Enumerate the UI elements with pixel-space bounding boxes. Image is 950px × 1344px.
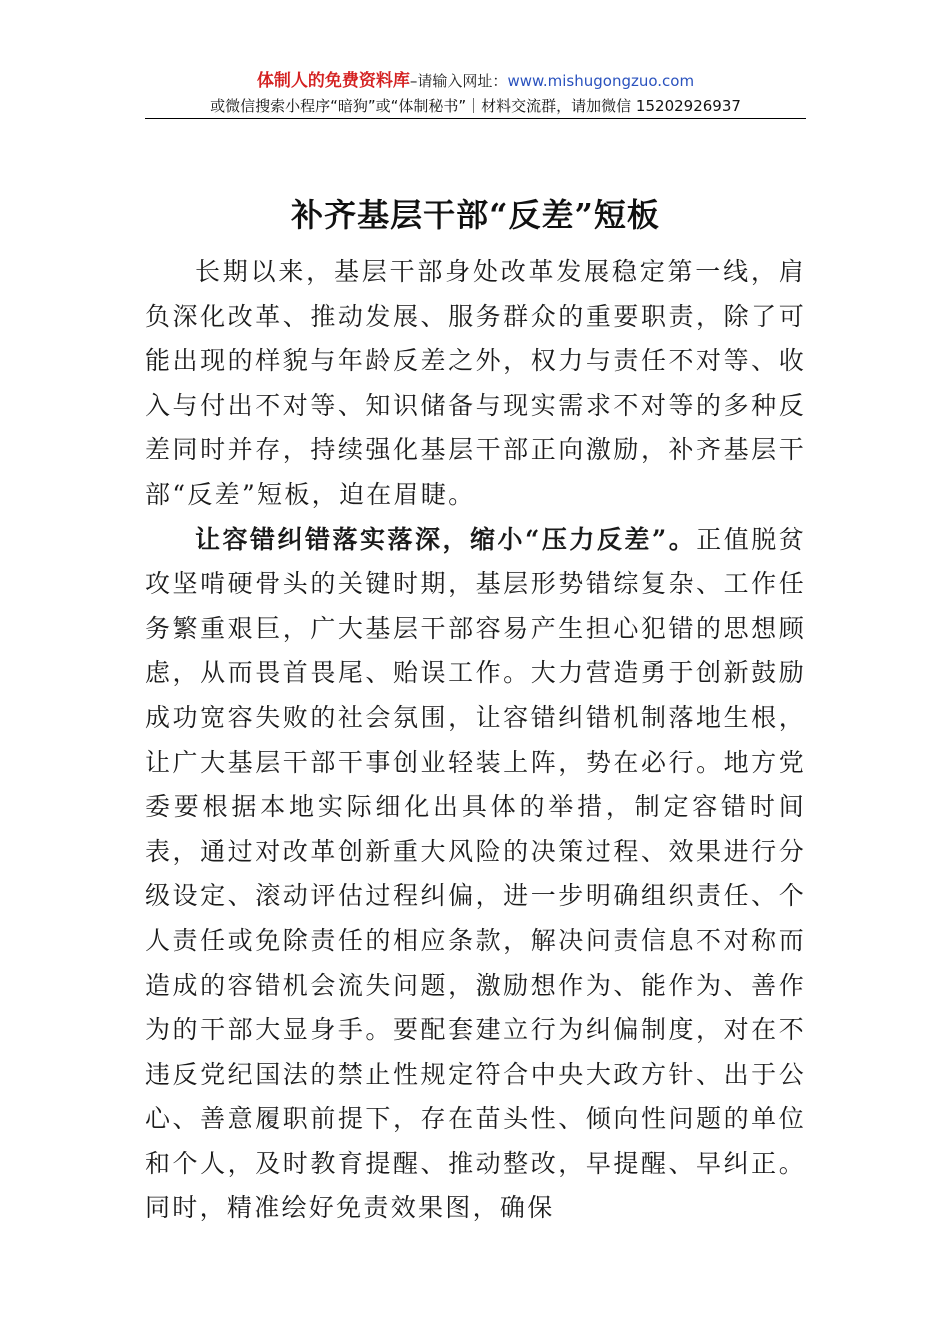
header-divider [145, 118, 806, 119]
page-header [145, 68, 806, 118]
document-title: 补齐基层干部“反差”短板 [291, 196, 660, 235]
document-body [145, 250, 806, 1231]
paragraph-tolerance [145, 518, 806, 1232]
paragraph-tolerance-body: 正值脱贫攻坚啃硬骨头的关键时期，基层形势错综复杂、工作任务繁重艰巨，广大基层干部容易产生担心犯错的思想顾虑，从而畏首畏尾、贻误工作。大力营造勇于创新鼓励成功宽容失败的社会氛围，让容错纠错机制落地生根，让广大基层干部干事创业轻装上阵，势在必行。地方党委要根据本地实际细化出具体的举措，制定容错时间表，通过对改革创新重大风险的决策过程、效果进行分级设定、滚动评估过程纠偏，进一步明确组织责任、个人责任或免除责任的相应条款，解决问责信息不对称而造成的容错机会流失问题，激励想作为、能作为、善作为的干部大显身手。要配套建立行为纠偏制度，对在不违反党纪国法的禁止性规定符合中央大政方针、出于公心、善意履职前提下，存在苗头性、倾向性问题的单位和个人，及时教育提醒、推动整改，早提醒、早纠正。同时，精准绘好免责效果图，确保 [145, 524, 806, 1223]
paragraph-intro: 长期以来，基层干部身处改革发展稳定第一线，肩负深化改革、推动发展、服务群众的重要职责，除了可能出现的样貌与年龄反差之外，权力与责任不对等、收入与付出不对等、知识储备与现实需求不对等的多种反差同时并存，持续强化基层干部正向激励，补齐基层干部“反差”短板，迫在眉睫。 [145, 257, 806, 509]
paragraph-tolerance-heading: 让容错纠错落实落深，缩小“压力反差”。 [195, 524, 697, 554]
header-prompt: –请输入网址： [409, 72, 508, 90]
header-brand: 体制人的免费资料库 [256, 71, 410, 91]
header-line-2: 或微信搜索小程序“暗狗”或“体制秘书”｜材料交流群，请加微信 15202926937 [210, 97, 741, 115]
header-line-1 [145, 68, 806, 94]
header-url-link[interactable]: www.mishugongzuo.com [507, 72, 695, 90]
